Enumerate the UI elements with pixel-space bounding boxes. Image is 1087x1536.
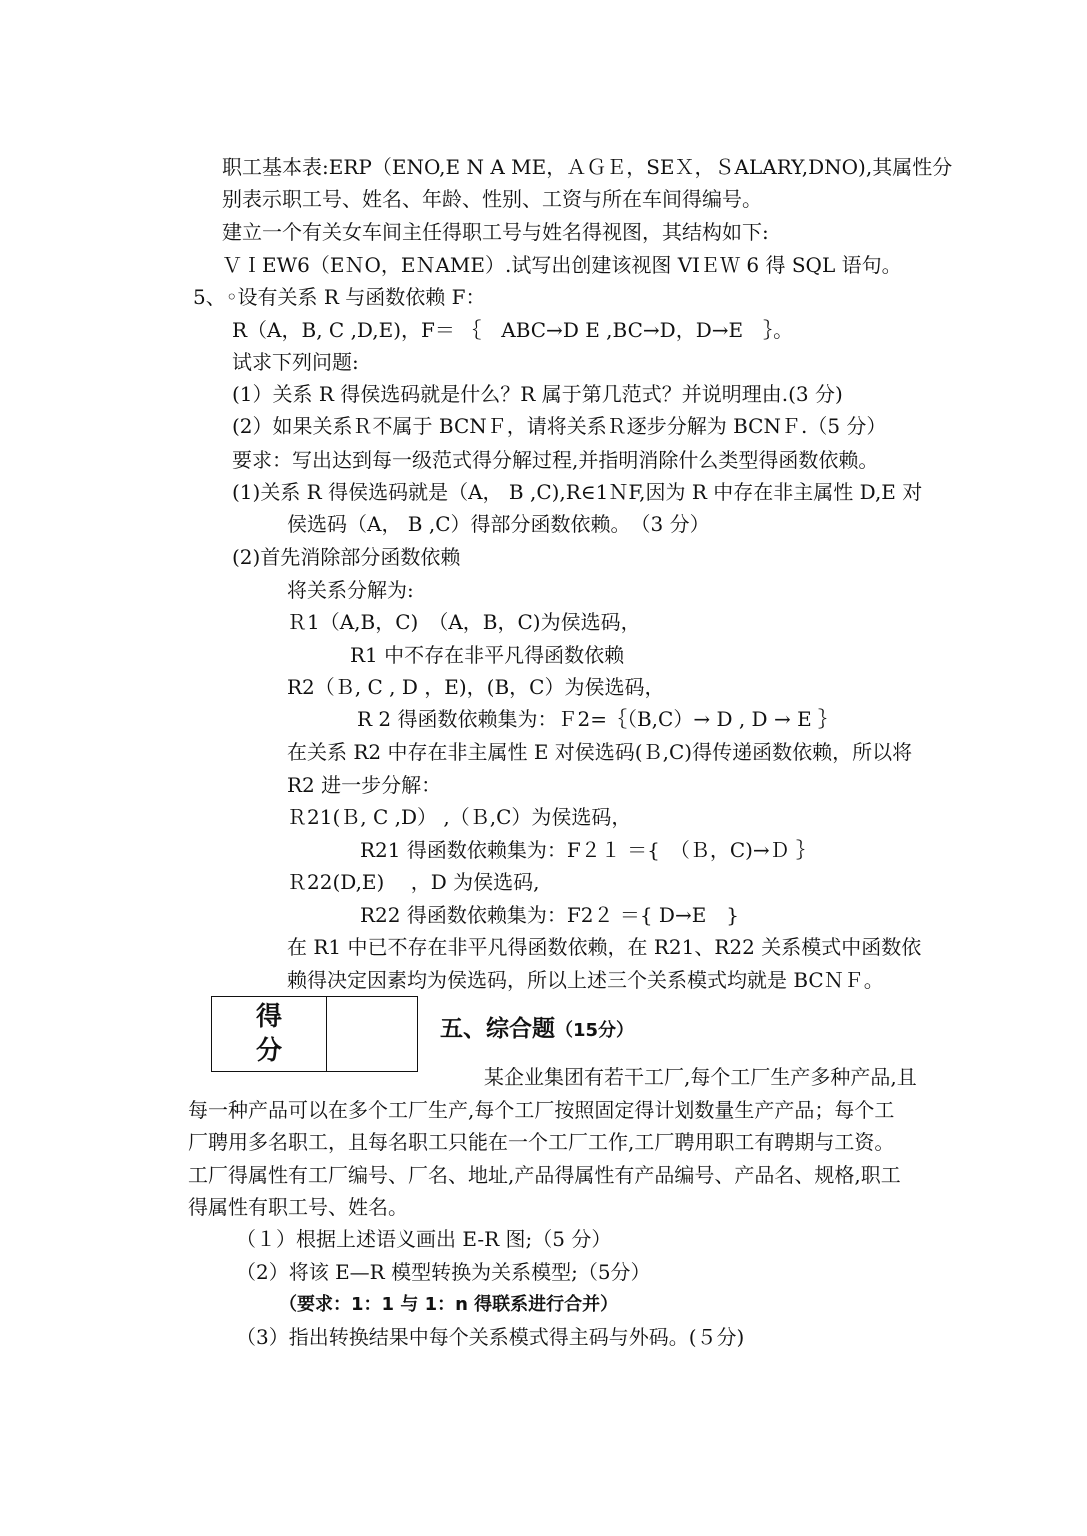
section-5-task-1: （１）根据上述语义画出 E-R 图;（5 分） [236,1227,612,1251]
q5-sub-question-2: (2）如果关系Ｒ不属于 BCNＦ，请将关系Ｒ逐步分解为 BCNＦ.（5 分） [232,414,887,438]
q4-line-2: 别表示职工号、姓名、年龄、性别、工资与所在车间得编号。 [222,187,762,211]
q4-line-1: 职工基本表:ERP（ENO,E N A ME，ＡＧＥ，SEＸ，ＳALARY,DNO),其属性分 [222,155,953,179]
q5-r1-note: R1 中不存在非平凡得函数依赖 [350,643,625,667]
score-box [211,996,418,1072]
section-5-paragraph-line-1: 某企业集团有若干工厂,每个工厂生产多种产品,且 [484,1065,917,1089]
section-5-task-2-note: （要求：1：1 与 1：n 得联系进行合并） [279,1294,619,1315]
q5-r21: Ｒ21(Ｂ, C ,D） ,（Ｂ,C）为侯选码， [287,805,632,829]
q5-r2: R2（Ｂ, C , D ，E)，(B，C）为侯选码， [287,675,665,699]
q5-r22: Ｒ22(D,E) ，D 为侯选码, [287,870,540,894]
score-label-bottom: 分 [255,1036,282,1066]
section-5-paragraph-line-4: 工厂得属性有工厂编号、厂名、地址,产品得属性有产品编号、产品名、规格,职工 [188,1163,901,1187]
section-5-task-2: （2）将该 E—R 模型转换为关系模型;（5分） [236,1260,651,1284]
q5-requirement: 要求：写出达到每一级范式得分解过程,并指明消除什么类型得函数依赖。 [232,448,879,472]
section-5-paragraph-line-2: 每一种产品可以在多个工厂生产,每个工厂按照固定得计划数量生产产品；每个工 [188,1098,895,1122]
section-5-paragraph-line-3: 厂聘用多名职工，且每名职工只能在一个工厂工作,工厂聘用职工有聘期与工资。 [188,1130,895,1154]
q5-r2-transitive-line-2: R2 进一步分解： [287,773,442,797]
q5-header: 5、◦设有关系 R 与函数依赖 F： [193,285,486,309]
section-5-title: 五、综合题 [440,1016,555,1042]
q5-r1: Ｒ1（A,B，C) （A，B，C)为侯选码， [287,610,641,634]
q5-r2-transitive-line-1: 在关系 R2 中存在非主属性 E 对侯选码(Ｂ,C)得传递函数依赖，所以将 [287,740,913,764]
q5-sub-question-1: (1）关系 R 得侯选码就是什么？R 属于第几范式？并说明理由.(3 分) [232,382,843,406]
section-5-heading [440,1012,634,1048]
section-5-points: （15分） [555,1020,635,1041]
section-5-task-3: （3）指出转换结果中每个关系模式得主码与外码。(５分) [236,1325,745,1349]
score-label [212,997,327,1071]
q5-r21-fd: R21 得函数依赖集为：F２１ ＝{ （Ｂ，C)→Ｄ ｝ [360,838,817,862]
q5-conclusion-line-2: 赖得决定因素均为侯选码，所以上述三个关系模式均就是 BCＮＦ。 [287,968,884,992]
score-label-top: 得 [255,1002,282,1032]
q4-line-4: ＶＩEW6（EＮO，EＮAME）.试写出创建该视图 VIＥＷ 6 得 SQL 语句。 [222,253,902,277]
q5-relation: R（A，B, C ,D,E)，F＝ ｛ ABC→D E ,BC→D，D→E ｝。 [232,318,794,342]
q5-prompt: 试求下列问题: [232,350,359,374]
score-value-cell[interactable] [327,997,417,1071]
q5-r2-fd: R 2 得函数依赖集为：Ｆ2=｛（B,C）→ D , D → E ｝ [357,707,839,731]
section-5-paragraph-line-5: 得属性有职工号、姓名。 [188,1195,408,1219]
q5-conclusion-line-1: 在 R1 中已不存在非平凡得函数依赖，在 R21、R22 关系模式中函数依 [287,935,922,959]
q5-answer-2-heading: (2)首先消除部分函数依赖 [232,545,461,569]
q4-line-3: 建立一个有关女车间主任得职工号与姓名得视图，其结构如下: [222,220,769,244]
q5-decompose-intro: 将关系分解为: [287,578,414,602]
q5-answer-1-line-2: 侯选码（A， B ,C）得部分函数依赖。 （3 分） [287,512,710,536]
q5-answer-1-line-1: (1)关系 R 得侯选码就是（A， B ,C),R∈1ＮF,因为 R 中存在非主属性 D,E 对 [232,480,923,504]
q5-r22-fd: R22 得函数依赖集为：F2２ ＝{ D→E } [360,903,740,927]
